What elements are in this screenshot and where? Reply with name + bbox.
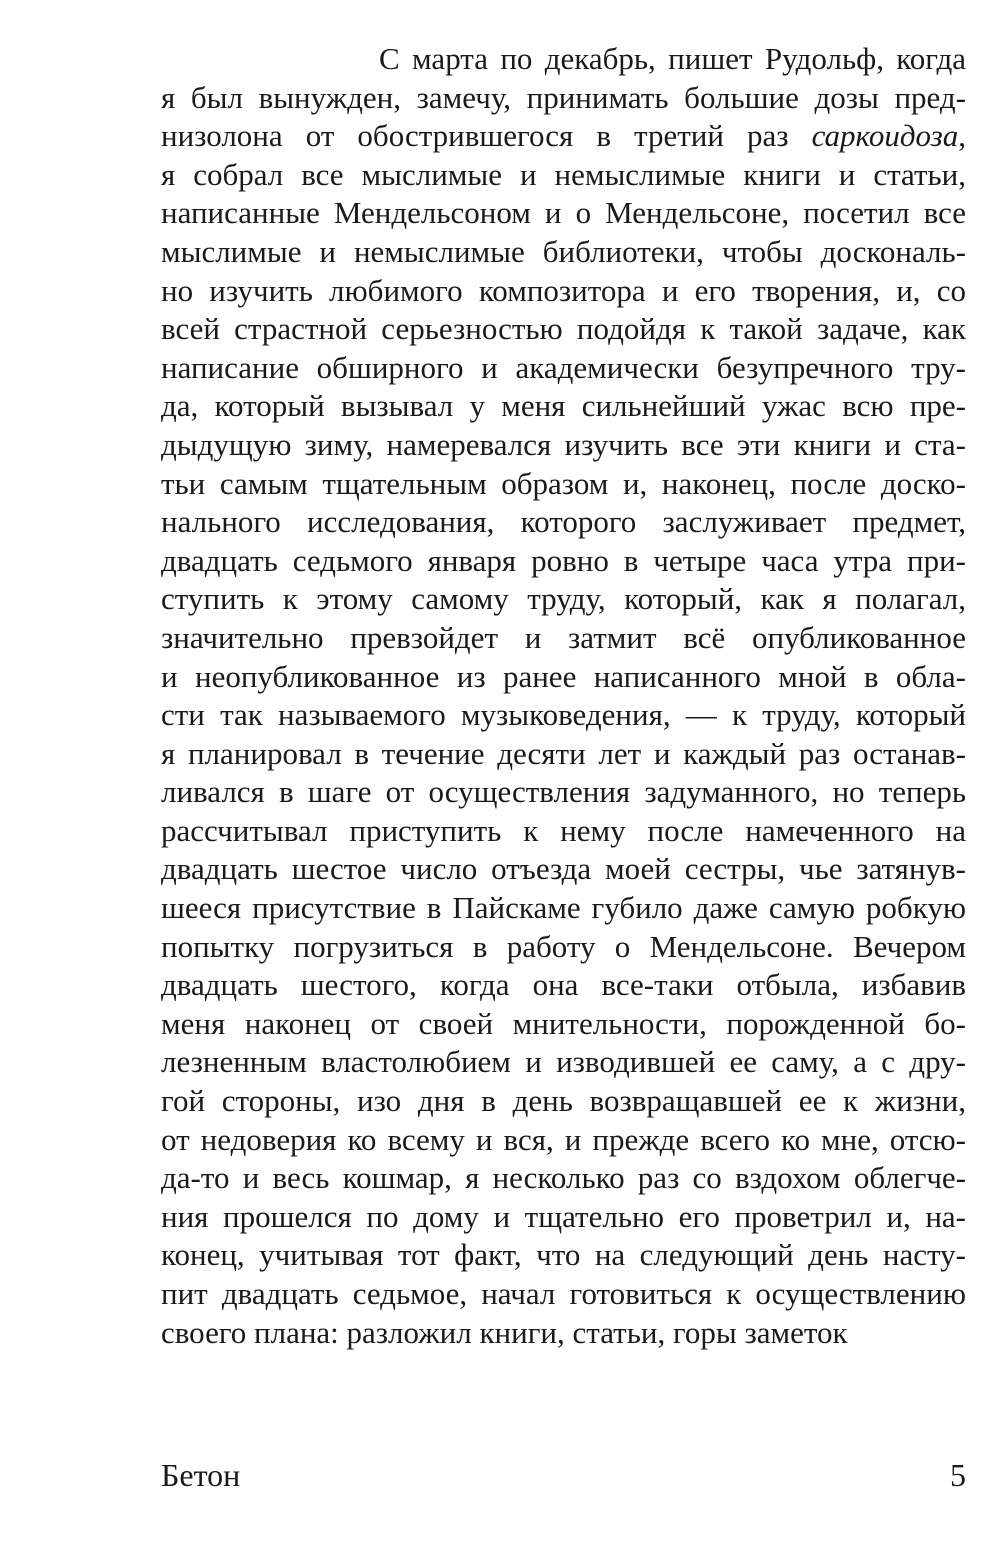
text-line-28: гой стороны, изо дня в день возвращавшей ее к жизни, (161, 1083, 966, 1119)
text-line-32: конец, учитывая тот факт, что на следующий день насту- (161, 1237, 966, 1273)
text-line-15: ступить к этому самому труду, который, как я полагал, (161, 581, 966, 617)
text-line-3-start: низолона от обострившегося в третий раз (161, 118, 812, 154)
text-line-17: и неопубликованное из ранее написанного мной в обла- (161, 658, 966, 694)
page-number: 5 (950, 1457, 966, 1493)
text-line-6: мыслимые и немыслимые библиотеки, чтобы доскональ- (161, 233, 966, 269)
text-line-18: сти так называемого музыковедения, — к труду, который (161, 697, 966, 733)
text-line-20: ливался в шаге от осуществления задуманного, но теперь (161, 774, 966, 810)
italic-word-suffix: , (958, 118, 966, 154)
text-line-30: да-то и весь кошмар, я несколько раз со вздохом облегче- (161, 1160, 966, 1196)
text-line-33: пит двадцать седьмое, начал готовиться к осуществлению (161, 1276, 966, 1311)
text-line-34: своего плана: разложил книги, статьи, горы заметок (161, 1314, 848, 1350)
text-line-26: меня наконец от своей мнительности, порожденной бо- (161, 1005, 966, 1041)
text-line-27: лезненным властолюбием и изводившей ее саму, а с дру- (161, 1044, 966, 1080)
text-line-2: я был вынужден, замечу, принимать большие дозы пред- (161, 79, 966, 115)
text-line-22: двадцать шестое число отъезда моей сестры, чье затянув- (161, 851, 966, 887)
text-line-21: рассчитывал приступить к нему после намеченного на (161, 812, 966, 848)
text-line-12: тьи самым тщательным образом и, наконец, после доско- (161, 465, 966, 501)
running-footer-title: Бетон (161, 1457, 241, 1493)
text-line-4: я собрал все мыслимые и немыслимые книги и статьи, (161, 156, 966, 192)
text-line-13: нального исследования, которого заслуживает предмет, (161, 504, 966, 540)
text-line-23: шееся присутствие в Пайскаме губило даже самую робкую (161, 890, 966, 926)
text-line-8: всей страстной серьезностью подойдя к такой задаче, как (161, 311, 966, 347)
text-line-5: написанные Мендельсоном и о Мендельсоне, посетил все (161, 195, 966, 231)
text-line-14: двадцать седьмого января ровно в четыре часа утра при- (161, 542, 966, 578)
body-text (161, 40, 966, 1352)
text-line-11: дыдущую зиму, намеревался изучить все эти книги и ста- (161, 426, 966, 462)
text-line-9: написание обширного и академически безупречного тру- (161, 349, 966, 385)
italic-word: саркоидоза (811, 118, 959, 154)
text-line-19: я планировал в течение десяти лет и каждый раз останав- (161, 735, 966, 771)
text-line-16: значительно превзойдет и затмит всё опубликованное (161, 619, 966, 655)
text-line-25: двадцать шестого, когда она все-таки отбыла, избавив (161, 967, 966, 1003)
text-line-29: от недоверия ко всему и вся, и прежде всего ко мне, отсю- (161, 1121, 966, 1157)
text-line-10: да, который вызывал у меня сильнейший ужас всю пре- (161, 388, 966, 424)
text-line-3 (161, 117, 966, 156)
text-line-1: С марта по декабрь, пишет Рудольф, когда (379, 41, 966, 76)
text-line-24: попытку погрузиться в работу о Мендельсоне. Вечером (161, 928, 966, 964)
text-line-31: ния прошелся по дому и тщательно его проветрил и, на- (161, 1198, 966, 1234)
text-line-7: но изучить любимого композитора и его творения, и, со (161, 272, 966, 308)
